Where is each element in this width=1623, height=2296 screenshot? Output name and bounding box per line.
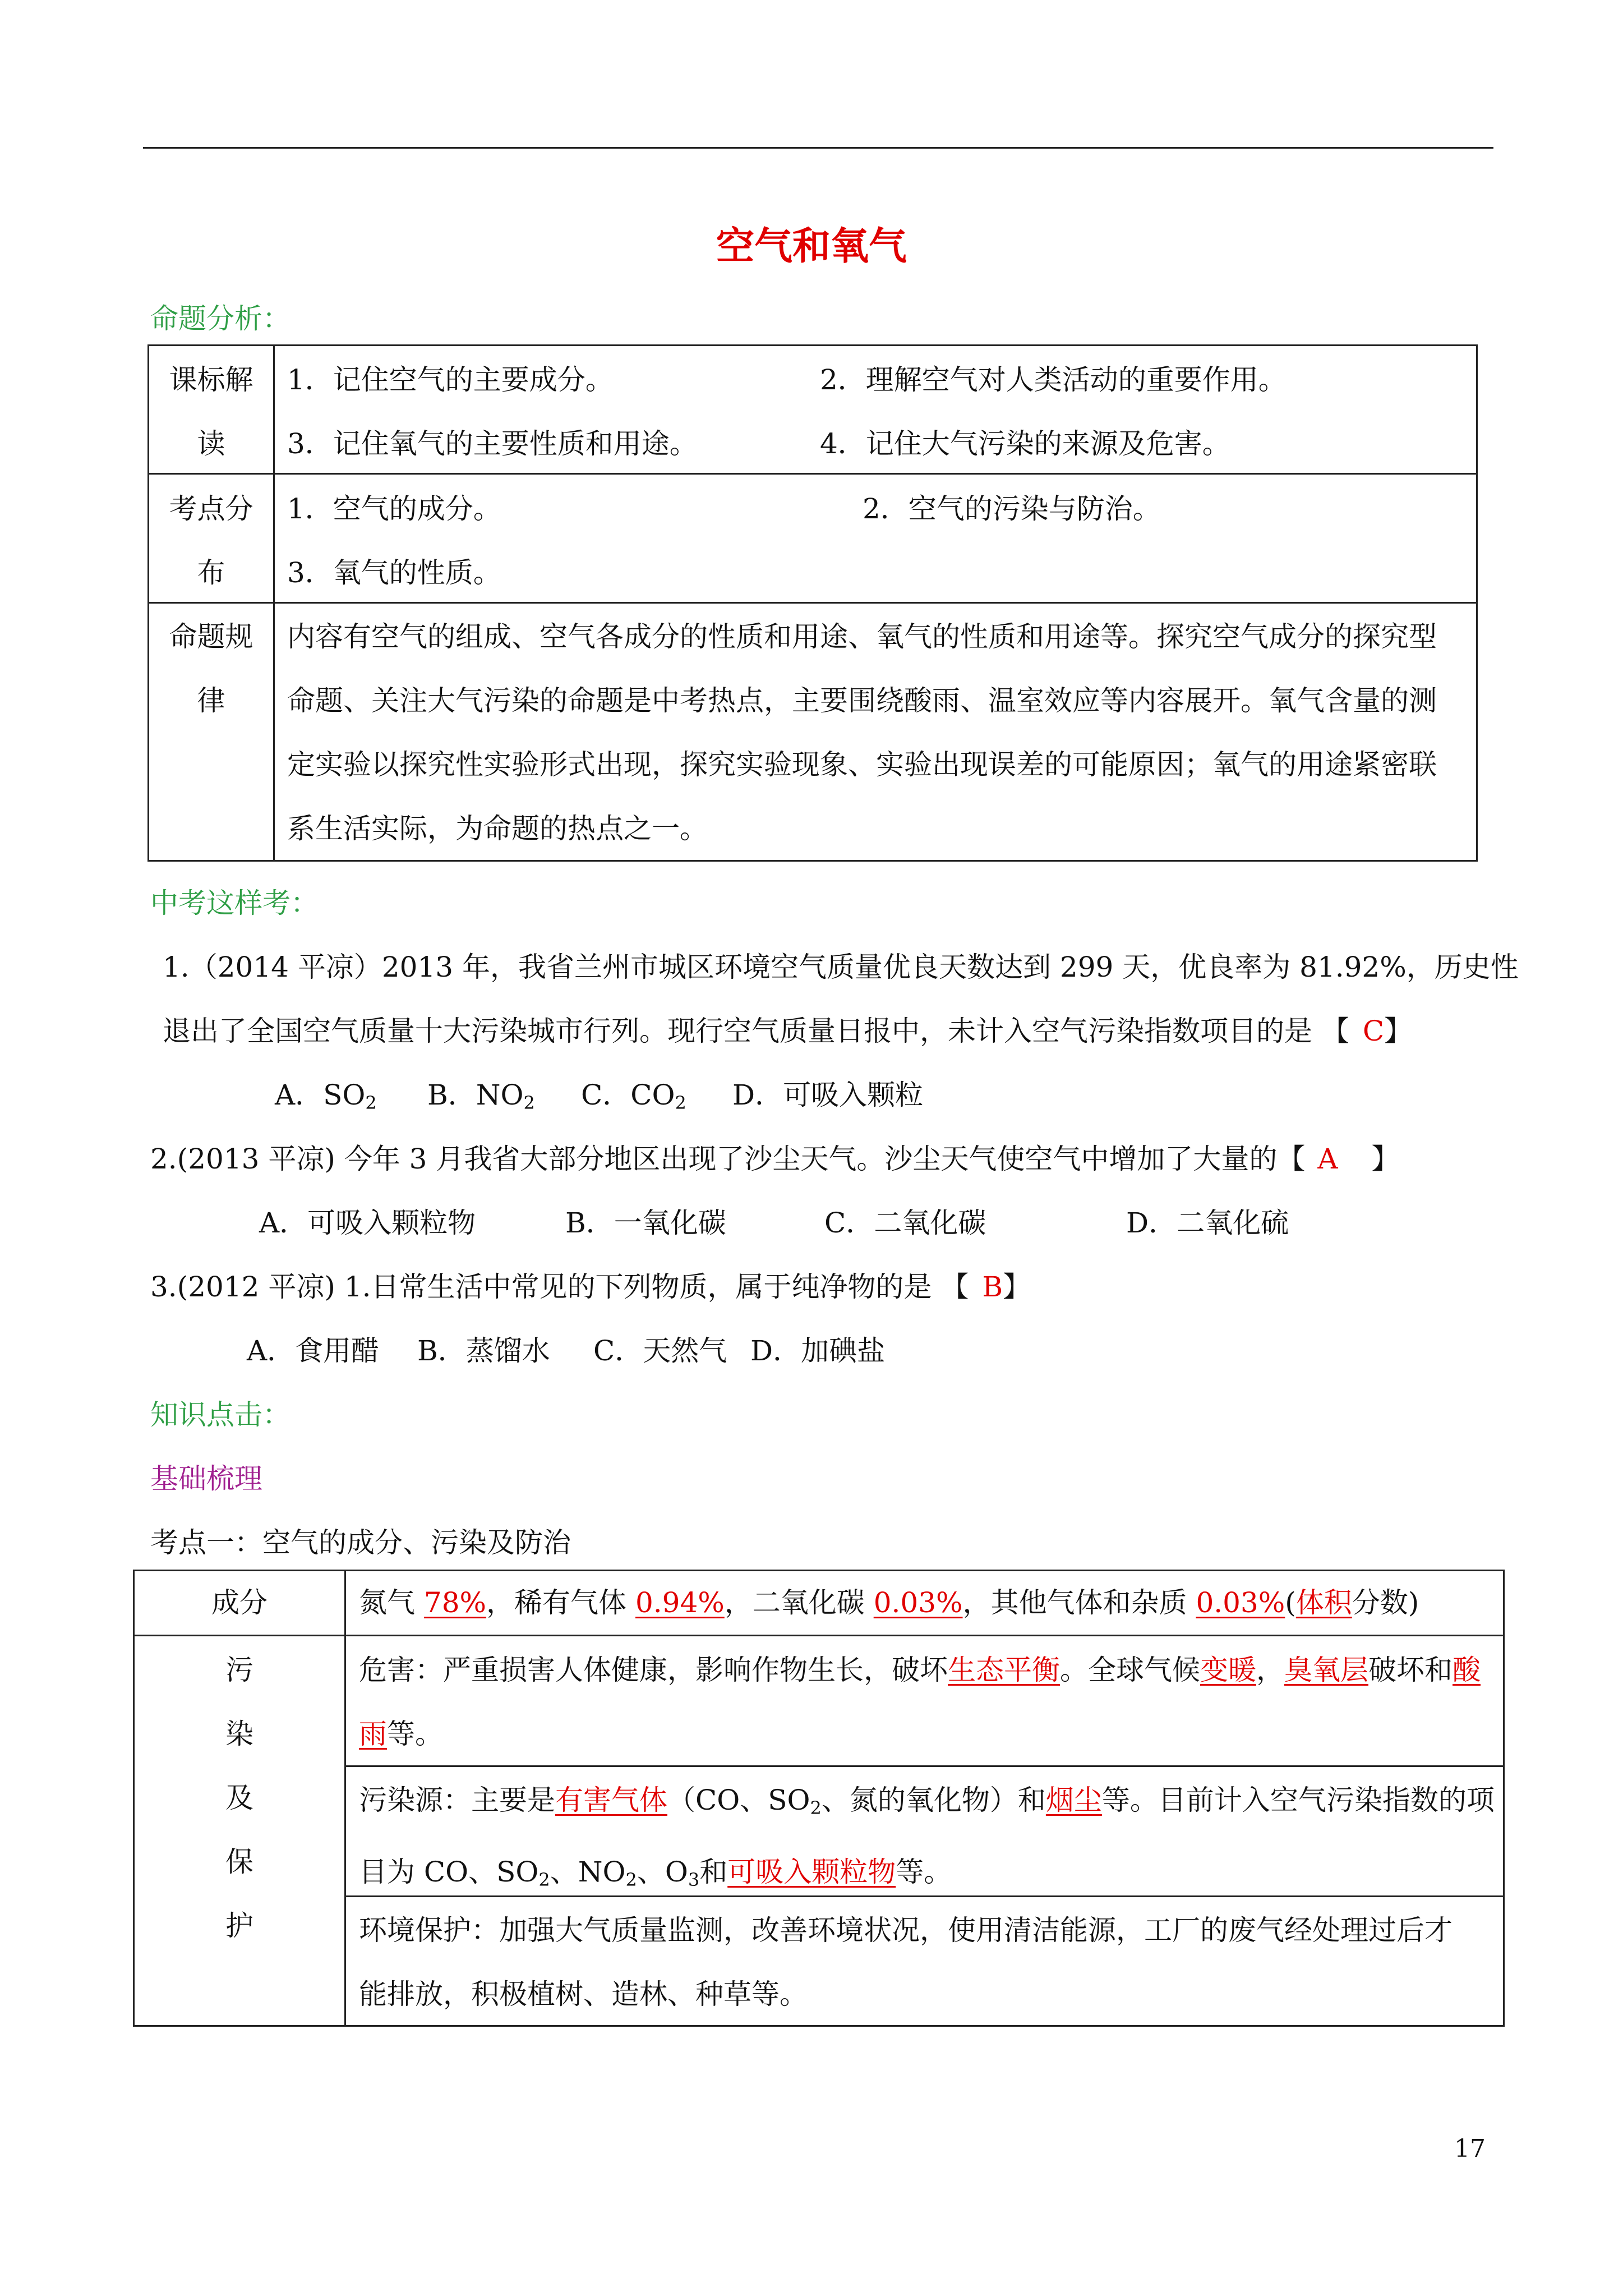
question-1-line-1: 1.（2014 平凉）2013 年，我省兰州市城区环境空气质量优良天数达到 299 天，优良率为 81.92%，历史性 xyxy=(163,951,1519,983)
row-head-distribution: 考点分 布 xyxy=(169,493,253,589)
question-3-option-a: A．食用醋 xyxy=(247,1335,380,1367)
pattern-line-4: 系生活实际，为命题的热点之一。 xyxy=(287,812,708,845)
row-head-pollution: 污 染 及 保 护 xyxy=(225,1654,253,1942)
question-1-option-b: B．$NO_2$ xyxy=(427,1079,535,1114)
question-1-answer: C xyxy=(1362,1015,1385,1047)
section-exam: 中考这样考： xyxy=(150,887,319,919)
section-knowledge: 知识点击： xyxy=(150,1398,291,1431)
pattern-line-2: 命题、关注大气污染的命题是中考热点，主要围绕酸雨、温室效应等内容展开。氧气含量的测 xyxy=(287,684,1437,717)
question-2-text: 2.(2013 平凉) 今年 3 月我省大部分地区出现了沙尘天气。沙尘天气使空气中增加了大量的【 A 】 xyxy=(150,1143,1400,1175)
distribution-item-1: 1．空气的成分。 xyxy=(287,493,501,525)
curriculum-item-1: 1．记住空气的主要成分。 xyxy=(287,364,614,396)
distribution-item-2: 2．空气的污染与防治。 xyxy=(863,493,1161,525)
question-1-option-a: A．$SO_2$ xyxy=(275,1079,377,1114)
curriculum-item-4: 4．记住大气污染的来源及危害。 xyxy=(820,427,1230,460)
question-3-answer: B xyxy=(982,1271,1003,1303)
question-2-option-b: B．一氧化碳 xyxy=(565,1207,726,1239)
row-head-pattern: 命题规 律 xyxy=(169,620,253,717)
question-2-option-d: D．二氧化硫 xyxy=(1126,1207,1289,1239)
curriculum-item-3: 3．记住氧气的主要性质和用途。 xyxy=(287,427,698,460)
composition-values: 氮气 78%，稀有气体 0.94%，二氧化碳 0.03%，其他气体和杂质 0.03%(体积分数) xyxy=(359,1586,1419,1619)
page-number: 17 xyxy=(1454,2134,1486,2163)
question-2-option-a: A．可吸入颗粒物 xyxy=(259,1207,476,1239)
topic-1-heading: 考点一：空气的成分、污染及防治 xyxy=(150,1526,571,1559)
environment-protection-line-2: 能排放，积极植树、造林、种草等。 xyxy=(359,1978,808,2010)
question-3-option-d: D．加碘盐 xyxy=(750,1335,886,1367)
pattern-line-1: 内容有空气的组成、空气各成分的性质和用途、氧气的性质和用途等。探究空气成分的探究型 xyxy=(287,620,1437,653)
question-1-option-d: D．可吸入颗粒 xyxy=(732,1079,924,1111)
question-3-option-b: B．蒸馏水 xyxy=(417,1335,550,1367)
row-head-curriculum: 课标解 读 xyxy=(169,364,253,460)
curriculum-item-2: 2．理解空气对人类活动的重要作用。 xyxy=(820,364,1287,396)
row-head-composition: 成分 xyxy=(211,1586,268,1619)
pollution-harm: 危害：严重损害人体健康，影响作物生长，破坏生态平衡。全球气候变暖，臭氧层破坏和酸雨等。 xyxy=(359,1654,1481,1750)
section-analysis: 命题分析： xyxy=(150,302,291,335)
question-1-option-c: C．$CO_2$ xyxy=(581,1079,686,1114)
question-3-option-c: C．天然气 xyxy=(593,1335,727,1367)
question-2-answer: A xyxy=(1317,1143,1338,1175)
pattern-line-3: 定实验以探究性实验形式出现，探究实验现象、实验出现误差的可能原因；氧气的用途紧密联 xyxy=(287,748,1437,781)
section-basics: 基础梳理 xyxy=(150,1462,262,1495)
environment-protection-line-1: 环境保护：加强大气质量监测，改善环境状况，使用清洁能源，工厂的废气经处理过后才 xyxy=(359,1914,1453,1947)
question-1-line-2: 退出了全国空气质量十大污染城市行列。现行空气质量日报中，未计入空气污染指数项目的是 【 C】 xyxy=(163,1015,1413,1047)
pollution-sources: 污染源：主要是有害气体（CO、$SO_2$、氮的氧化物）和烟尘等。目前计入空气污染指数的项 目为 CO、$SO_2$、$NO_2$、$O_3$和可吸入颗粒物等。 xyxy=(359,1784,1495,1890)
page-title: 空气和氧气 xyxy=(716,224,907,269)
question-3-text: 3.(2012 平凉) 1.日常生活中常见的下列物质，属于纯净物的是 【 B】 xyxy=(150,1271,1031,1303)
question-2-option-c: C．二氧化碳 xyxy=(824,1207,986,1239)
header-rule xyxy=(143,147,1493,149)
distribution-item-3: 3．氧气的性质。 xyxy=(287,556,501,589)
